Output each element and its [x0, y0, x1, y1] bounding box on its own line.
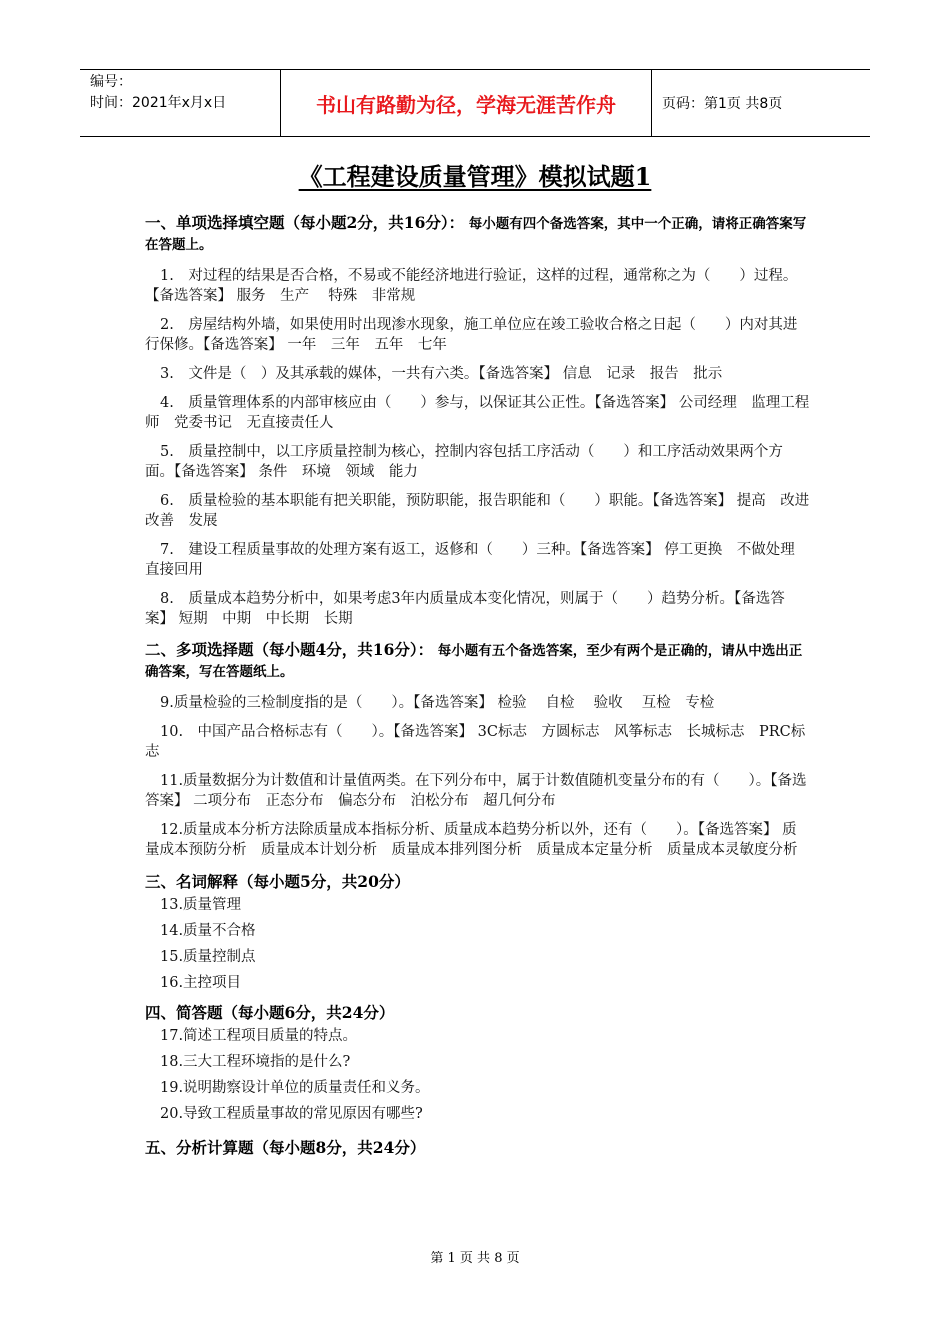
question-item: 14.质量不合格	[160, 923, 256, 939]
question-item: 7. 建设工程质量事故的处理方案有返工，返修和（ ）三种。【备选答案】 停工更换 不做处理 直接回用	[145, 542, 810, 578]
code-label: 编号：	[90, 74, 132, 90]
document-title: 《工程建设质量管理》模拟试题1	[298, 162, 652, 191]
header-meta	[80, 70, 280, 136]
question-item: 4. 质量管理体系的内部审核应由（ ）参与，以保证其公正性。【备选答案】 公司经理 监理工程师 党委书记 无直接责任人	[145, 395, 810, 431]
question-item: 1. 对过程的结果是否合格，不易或不能经济地进行验证，这样的过程，通常称之为（ ）过程。【备选答案】 服务 生产 特殊 非常规	[145, 268, 798, 304]
question-item: 2. 房屋结构外墙，如果使用时出现渗水现象，施工单位应在竣工验收合格之日起（ ）内对其进行保修。【备选答案】 一年 三年 五年 七年	[145, 317, 798, 353]
section-heading	[145, 213, 810, 255]
exam-content	[145, 213, 824, 1158]
section-heading	[145, 1138, 810, 1158]
question-item: 3. 文件是（ ）及其承载的媒体，一共有六类。【备选答案】 信息 记录 报告 批示	[160, 366, 723, 382]
question-item: 8. 质量成本趋势分析中，如果考虑3年内质量成本变化情况，则属于（ ）趋势分析。【备选答案】 短期 中期 中长期 长期	[145, 591, 785, 627]
section-heading	[145, 1003, 810, 1023]
section-title: 四、简答题（每小题6分，共24分）	[145, 1003, 395, 1022]
section-title: 一、单项选择填空题（每小题2分，共16分）：	[145, 213, 465, 232]
header-page-info: 页码：第1页 共8页	[662, 96, 783, 112]
question-item: 6. 质量检验的基本职能有把关职能，预防职能，报告职能和（ ）职能。【备选答案】 提高 改进 改善 发展	[145, 493, 824, 529]
question-item: 11.质量数据分为计数值和计量值两类。在下列分布中，属于计数值随机变量分布的有（ ）。【备选答案】 二项分布 正态分布 偏态分布 泊松分布 超几何分布	[145, 773, 807, 809]
question-item: 20.导致工程质量事故的常见原因有哪些?	[160, 1106, 423, 1122]
section-heading	[145, 640, 810, 682]
page-header	[80, 69, 870, 137]
question-item: 13.质量管理	[160, 897, 242, 913]
page-footer: 第 1 页 共 8 页	[430, 1251, 520, 1266]
question-item: 16.主控项目	[160, 975, 242, 991]
section-note: 每小题有五个备选答案，至少有两个是正确的，请从中选出正确答案，写在答题纸上。	[145, 643, 803, 680]
section-note: 每小题有四个备选答案，其中一个正确，请将正确答案写在答题上。	[145, 216, 807, 253]
section-title: 五、分析计算题（每小题8分，共24分）	[145, 1138, 426, 1157]
question-item: 5. 质量控制中，以工序质量控制为核心，控制内容包括工序活动（ ）和工序活动效果两个方面。【备选答案】 条件 环境 领域 能力	[145, 444, 783, 480]
time-label: 时间：2021年x月x日	[90, 95, 227, 111]
question-item: 17.简述工程项目质量的特点。	[160, 1028, 358, 1044]
header-motto-cell	[280, 70, 652, 136]
header-motto: 书山有路勤为径，学海无涯苦作舟	[316, 92, 616, 117]
question-item: 10. 中国产品合格标志有（ ）。【备选答案】 3C标志 方圆标志 风筝标志 长城标志 PRC标志	[145, 724, 806, 760]
document-title-wrap	[0, 160, 950, 194]
section-heading	[145, 872, 810, 892]
question-item: 15.质量控制点	[160, 949, 256, 965]
question-item: 12.质量成本分析方法除质量成本指标分析、质量成本趋势分析以外，还有（ ）。【备选答案】 质量成本预防分析 质量成本计划分析 质量成本排列图分析 质量成本定量分析 质量成本灵敏度分析	[145, 822, 798, 858]
section-title: 三、名词解释（每小题5分，共20分）	[145, 872, 410, 891]
question-item: 19.说明勘察设计单位的质量责任和义务。	[160, 1080, 430, 1096]
section-title: 二、多项选择题（每小题4分，共16分）：	[145, 640, 434, 659]
question-item: 9.质量检验的三检制度指的是（ ）。【备选答案】 检验 自检 验收 互检 专检	[160, 695, 715, 711]
question-item: 18.三大工程环境指的是什么?	[160, 1054, 351, 1070]
